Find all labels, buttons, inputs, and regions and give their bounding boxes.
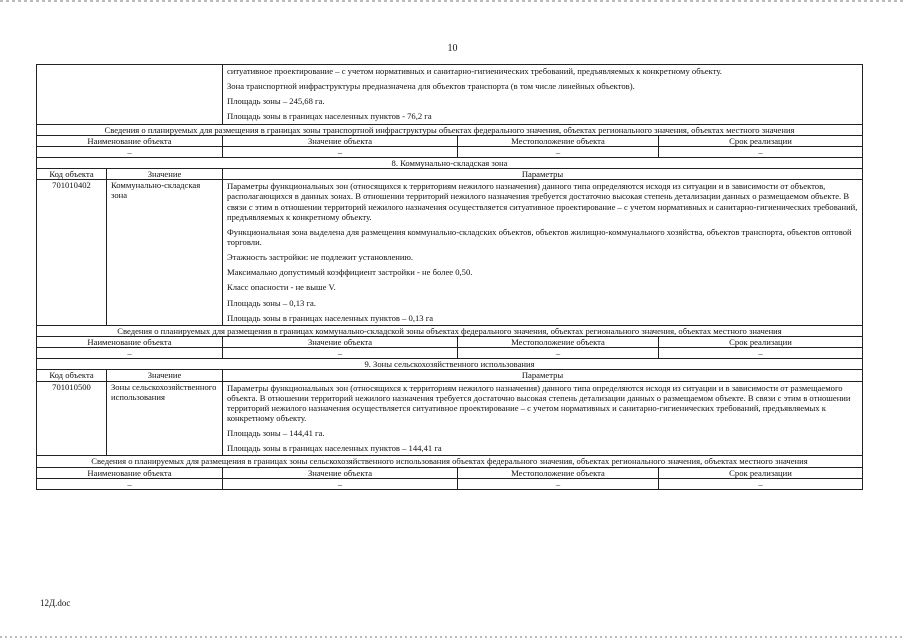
col-object-value: Значение объекта bbox=[223, 135, 458, 146]
param-line: Зона транспортной инфраструктуры предназначена для объектов транспорта (в том числе линейных объектов). bbox=[227, 81, 635, 92]
col-code: Код объекта bbox=[37, 169, 107, 180]
col-params: Параметры bbox=[223, 169, 863, 180]
footer-filename: 12Д.doc bbox=[40, 598, 71, 608]
dash-cell: – bbox=[659, 478, 863, 489]
objects-empty-row bbox=[37, 348, 863, 359]
dash-cell: – bbox=[458, 348, 659, 359]
param-line: ситуативное проектирование – с учетом нормативных и санитарно-гигиенических требований, предъявляемых к конкретному объекту. bbox=[227, 66, 722, 76]
section-title-row bbox=[37, 157, 863, 168]
dash-cell: – bbox=[458, 146, 659, 157]
dash-cell: – bbox=[659, 348, 863, 359]
info-row bbox=[37, 325, 863, 336]
zone-name: Зоны сельскохозяйственного использования bbox=[107, 381, 223, 456]
params-cell bbox=[223, 381, 863, 456]
col-object-term: Срок реализации bbox=[659, 467, 863, 478]
col-object-location: Местоположение объекта bbox=[458, 135, 659, 146]
param-line: Площадь зоны в границах населенных пунктов – 144,41 га bbox=[227, 443, 442, 454]
params-cell bbox=[223, 180, 863, 326]
col-object-value: Значение объекта bbox=[223, 336, 458, 347]
dash-cell: – bbox=[458, 478, 659, 489]
col-object-name: Наименование объекта bbox=[37, 135, 223, 146]
col-object-name: Наименование объекта bbox=[37, 336, 223, 347]
col-value: Значение bbox=[107, 370, 223, 381]
info-text: Сведения о планируемых для размещения в границах зоны транспортной инфраструктуры объектах федерального значения, объектах регионального значения, объектах местного значения bbox=[37, 124, 863, 135]
param-line: Параметры функциональных зон (относящихся к территориям нежилого назначения) данного типа определяются исходя из ситуации и в зависимости от размещаемого объекта. В отношении территорий нежилого назначения требуется достаточно высокая степень детализации данных о размещаемом объекте. В связи с этим в отношении территорий нежилого назначения осуществляется ситуативное проектирование – с учетом нормативных и санитарно-гигиенических требований, предъявляемых к конкретному объекту. bbox=[227, 382, 851, 423]
objects-header-row bbox=[37, 467, 863, 478]
objects-header-row bbox=[37, 135, 863, 146]
info-row bbox=[37, 456, 863, 467]
col-object-term: Срок реализации bbox=[659, 336, 863, 347]
param-line: Класс опасности - не выше V. bbox=[227, 282, 336, 293]
dash-cell: – bbox=[659, 146, 863, 157]
dash-cell: – bbox=[223, 146, 458, 157]
param-line: Площадь зоны – 144,41 га. bbox=[227, 428, 325, 439]
scan-edge-bottom bbox=[0, 636, 905, 638]
dash-cell: – bbox=[37, 348, 223, 359]
col-object-name: Наименование объекта bbox=[37, 467, 223, 478]
dash-cell: – bbox=[37, 478, 223, 489]
objects-empty-row bbox=[37, 146, 863, 157]
param-line: Этажность застройки: не подлежит установлению. bbox=[227, 252, 414, 263]
zone-row bbox=[37, 180, 863, 326]
scan-edge-top bbox=[0, 0, 905, 2]
param-line: Максимально допустимый коэффициент застройки - не более 0,50. bbox=[227, 267, 473, 278]
section-title: 9. Зоны сельскохозяйственного использования bbox=[37, 359, 863, 370]
info-text: Сведения о планируемых для размещения в границах зоны сельскохозяйственного использования объектах федерального значения, объектах регионального значения, объектах местного значения bbox=[37, 456, 863, 467]
table-row bbox=[37, 65, 863, 125]
param-line: Площадь зоны в границах населенных пунктов – 0,13 га bbox=[227, 312, 434, 323]
param-line: Площадь зоны – 0,13 га. bbox=[227, 297, 316, 308]
col-object-value: Значение объекта bbox=[223, 467, 458, 478]
section-title-row bbox=[37, 359, 863, 370]
params-cell bbox=[223, 65, 863, 125]
zone-code: 701010402 bbox=[37, 180, 107, 326]
info-text: Сведения о планируемых для размещения в границах коммунально-складской зоны объектах федерального значения, объектах регионального значения, объектах местного значения bbox=[37, 325, 863, 336]
zones-table bbox=[36, 64, 863, 490]
col-object-term: Срок реализации bbox=[659, 135, 863, 146]
page-number: 10 bbox=[447, 43, 458, 54]
param-line: Площадь зоны в границах населенных пунктов - 76,2 га bbox=[227, 111, 432, 122]
zone-row bbox=[37, 381, 863, 456]
col-code: Код объекта bbox=[37, 370, 107, 381]
zone-name: Коммунально-складская зона bbox=[107, 180, 223, 326]
params-header-row bbox=[37, 169, 863, 180]
section-title: 8. Коммунально-складская зона bbox=[37, 157, 863, 168]
col-params: Параметры bbox=[223, 370, 863, 381]
empty-cell bbox=[37, 65, 223, 125]
info-row bbox=[37, 124, 863, 135]
dash-cell: – bbox=[223, 348, 458, 359]
col-object-location: Местоположение объекта bbox=[458, 467, 659, 478]
dash-cell: – bbox=[223, 478, 458, 489]
zone-code: 701010500 bbox=[37, 381, 107, 456]
col-value: Значение bbox=[107, 169, 223, 180]
dash-cell: – bbox=[37, 146, 223, 157]
objects-header-row bbox=[37, 336, 863, 347]
param-line: Площадь зоны – 245,68 га. bbox=[227, 96, 325, 107]
params-header-row bbox=[37, 370, 863, 381]
param-line: Параметры функциональных зон (относящихся к территориям нежилого назначения) данного типа определяются исходя из ситуации и в зависимости от объектов, располагающихся в данных зонах. В отношении территорий нежилого назначения требуется достаточно высокая степень детализации данных о размещаемом объекте. В связи с этим в отношении территорий нежилого назначения осуществляется ситуативное проектирование – с учетом нормативных и санитарно-гигиенических требований, предъявляемых к конкретному объекту. bbox=[227, 181, 858, 222]
col-object-location: Местоположение объекта bbox=[458, 336, 659, 347]
objects-empty-row bbox=[37, 478, 863, 489]
param-line: Функциональная зона выделена для размещения коммунально-складских объектов, объектов жилищно-коммунального хозяйства, объектов транспорта, объектов оптовой торговли. bbox=[227, 226, 852, 247]
